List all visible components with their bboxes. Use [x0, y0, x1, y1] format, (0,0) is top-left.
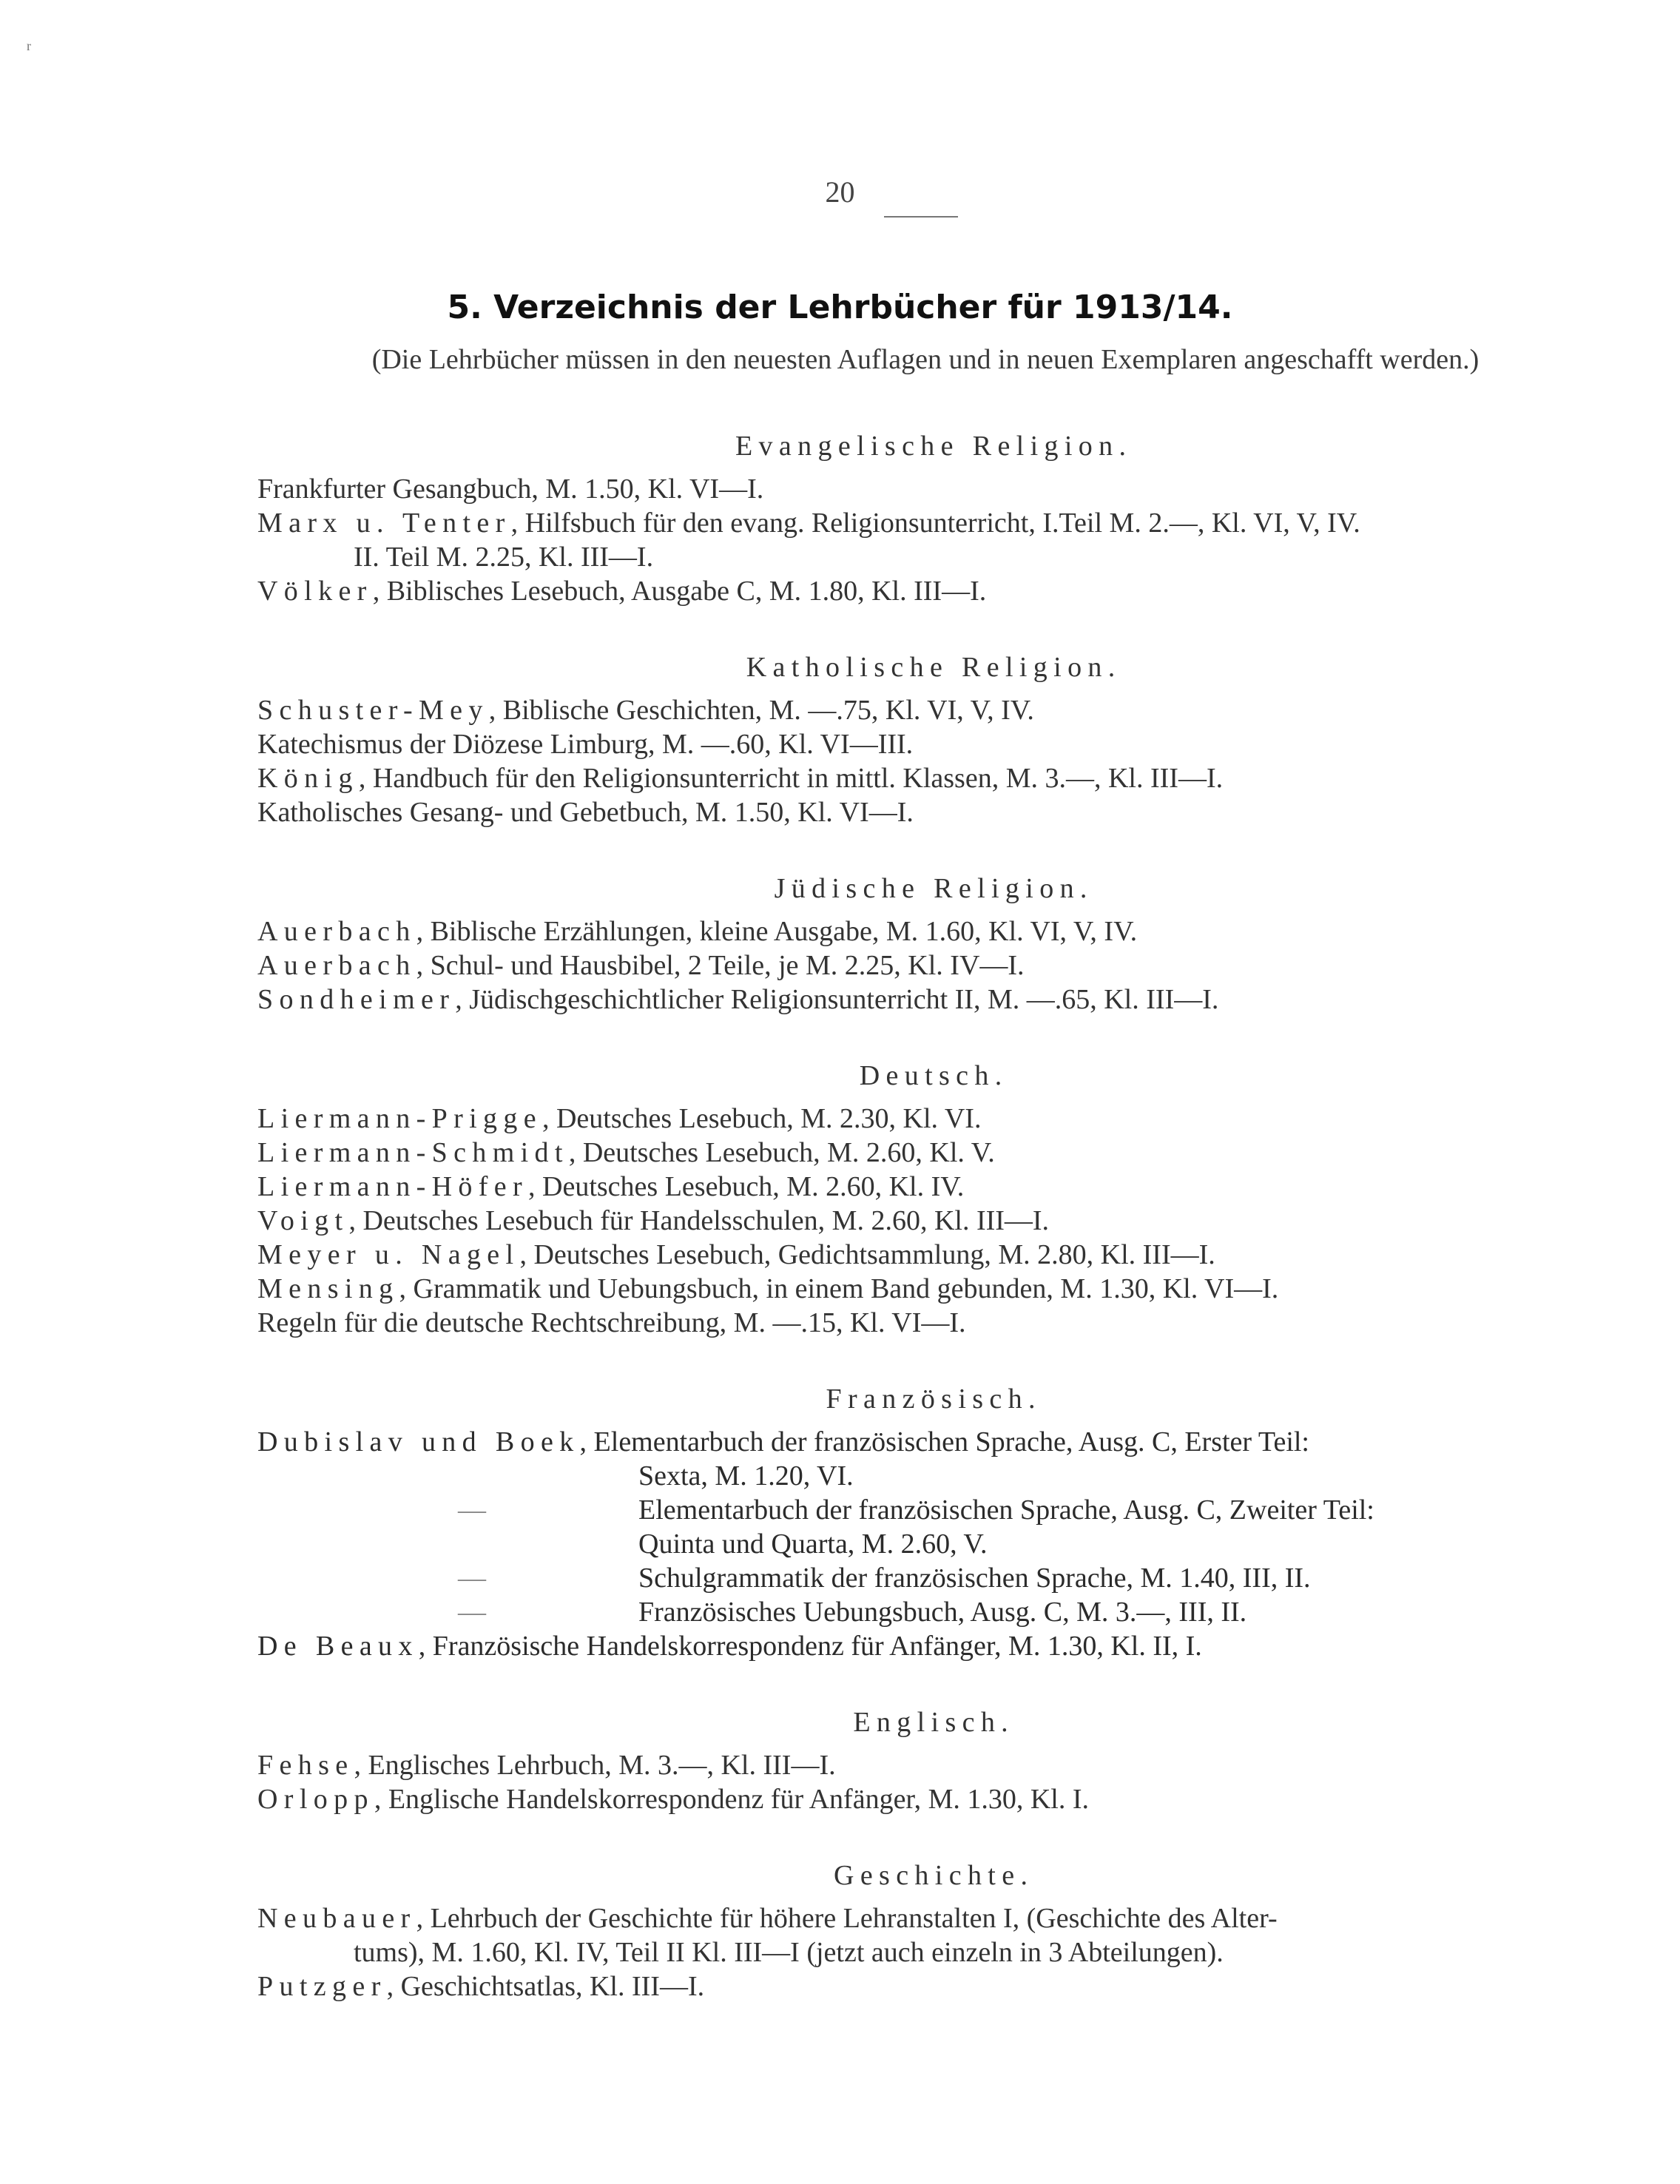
book-entry-ditto: [257, 1493, 1604, 1527]
book-entry-ditto: [257, 1561, 1604, 1595]
entry-text: , Biblisches Lesebuch, Ausgabe C, M. 1.80, Kl. III—I.: [372, 576, 987, 607]
section-heading: Französisch.: [826, 1383, 1042, 1415]
entry-text: , Handbuch für den Religionsunterricht in mittl. Klassen, M. 3.—, Kl. III—I.: [358, 763, 1224, 794]
section-heading: Evangelische Religion.: [735, 431, 1133, 462]
entry-text: Katechismus der Diözese Limburg, M. —.60, Kl. VI—III.: [257, 729, 914, 760]
entry-text: , Geschichtsatlas, Kl. III—I.: [386, 1971, 705, 2002]
entry-text: Französisches Uebungsbuch, Ausg. C, M. 3.—, III, II.: [638, 1597, 1247, 1628]
section-englisch: [257, 1705, 1604, 1816]
entry-text: , Französische Handelskorrespondenz für Anfänger, M. 1.30, Kl. II, I.: [418, 1631, 1202, 1662]
entry-text: , Schul- und Hausbibel, 2 Teile, je M. 2.25, Kl. IV—I.: [416, 950, 1025, 981]
book-entry: [257, 948, 1604, 983]
entry-text: , Deutsches Lesebuch, M. 2.60, Kl. V.: [568, 1137, 995, 1168]
book-entry: [257, 1782, 1604, 1816]
entry-author: Neubauer: [257, 1903, 416, 1934]
section-geschichte: [257, 1858, 1604, 2003]
book-entry: [257, 1901, 1604, 1935]
entry-author: Meyer u. Nagel: [257, 1239, 520, 1270]
book-entry: [257, 1204, 1604, 1238]
entry-text: Katholisches Gesang- und Gebetbuch, M. 1.50, Kl. VI—I.: [257, 797, 914, 828]
page-number-underline: [884, 216, 958, 218]
entry-text: Schulgrammatik der französischen Sprache, M. 1.40, III, II.: [638, 1563, 1311, 1594]
section-franzoesisch: [257, 1382, 1604, 1663]
entry-text: , Jüdischgeschichtlicher Religionsunterricht II, M. —.65, Kl. III—I.: [455, 984, 1219, 1015]
entry-author: Schuster-Mey: [257, 695, 489, 726]
book-entry: [257, 1272, 1604, 1306]
book-entry: [257, 795, 1604, 829]
section-heading: Deutsch.: [859, 1060, 1008, 1091]
entry-author: Voigt: [257, 1205, 349, 1236]
corner-mark: r: [27, 38, 31, 53]
entry-text: , Hilfsbuch für den evang. Religionsunterricht, I.Teil M. 2.—, Kl. VI, V, IV.: [510, 508, 1360, 539]
entry-text: tums), M. 1.60, Kl. IV, Teil II Kl. III—I (jetzt auch einzeln in 3 Abteilungen).: [354, 1937, 1224, 1968]
page-number: 20: [825, 175, 855, 209]
book-entry: [257, 693, 1604, 727]
book-entry-continuation: [257, 540, 1604, 574]
entry-text: , Lehrbuch der Geschichte für höhere Lehranstalten I, (Geschichte des Alter-: [416, 1903, 1278, 1934]
book-entry: [257, 1170, 1604, 1204]
book-entry: [257, 983, 1604, 1017]
book-entry: [257, 1969, 1604, 2003]
entry-text: Sexta, M. 1.20, VI.: [638, 1460, 854, 1492]
book-entry: [257, 574, 1604, 608]
entry-text: , Biblische Geschichten, M. —.75, Kl. VI, V, IV.: [488, 695, 1034, 726]
entry-author: Marx u. Tenter: [257, 508, 511, 539]
entry-author: Sondheimer: [257, 984, 456, 1015]
entry-text: II. Teil M. 2.25, Kl. III—I.: [354, 542, 654, 573]
section-heading: Jüdische Religion.: [774, 873, 1093, 904]
entry-author: König: [257, 763, 359, 794]
book-entry: [257, 472, 1604, 506]
book-entry-continuation: [257, 1935, 1604, 1969]
book-entry: [257, 506, 1604, 540]
book-entry: [257, 727, 1604, 761]
entry-author: Putzger: [257, 1971, 387, 2002]
book-entry: [257, 1629, 1604, 1663]
entry-author: Orlopp: [257, 1784, 374, 1815]
section-evangelische-religion: [257, 429, 1604, 608]
entry-text: , Englisches Lehrbuch, M. 3.—, Kl. III—I.: [354, 1750, 836, 1781]
book-entry: [257, 1136, 1604, 1170]
book-entry: [257, 1238, 1604, 1272]
entry-text: , Grammatik und Uebungsbuch, in einem Band gebunden, M. 1.30, Kl. VI—I.: [399, 1273, 1279, 1304]
entry-author: Auerbach: [257, 916, 416, 947]
book-entry: [257, 1748, 1604, 1782]
entry-text: , Deutsches Lesebuch, M. 2.30, Kl. VI.: [542, 1103, 982, 1134]
section-juedische-religion: [257, 872, 1604, 1017]
entry-text: Frankfurter Gesangbuch, M. 1.50, Kl. VI—I.: [257, 473, 764, 505]
section-heading: Katholische Religion.: [746, 652, 1121, 683]
ditto-mark: —: [458, 1597, 486, 1628]
entry-author: Völker: [257, 576, 373, 607]
entry-text: Regeln für die deutsche Rechtschreibung, M. —.15, Kl. VI—I.: [257, 1307, 966, 1338]
section-katholische-religion: [257, 650, 1604, 829]
entry-text: , Deutsches Lesebuch, M. 2.60, Kl. IV.: [528, 1171, 965, 1202]
entry-text: , Englische Handelskorrespondenz für Anfänger, M. 1.30, Kl. I.: [374, 1784, 1090, 1815]
book-entry: [257, 1306, 1604, 1340]
entry-text: , Biblische Erzählungen, kleine Ausgabe, M. 1.60, Kl. VI, V, IV.: [416, 916, 1138, 947]
entry-author: Auerbach: [257, 950, 416, 981]
ditto-mark: —: [458, 1494, 486, 1526]
section-heading: Englisch.: [853, 1707, 1015, 1738]
ditto-mark: —: [458, 1563, 486, 1594]
entry-author: Dubislav und Boek: [257, 1426, 580, 1457]
book-entry-continuation: [257, 1527, 1604, 1561]
section-deutsch: [257, 1059, 1604, 1340]
book-entry: [257, 914, 1604, 948]
entry-author: Liermann-Schmidt: [257, 1137, 569, 1168]
book-entry-continuation: [257, 1459, 1604, 1493]
book-entry: [257, 761, 1604, 795]
entry-author: De Beaux: [257, 1631, 419, 1662]
entry-text: Quinta und Quarta, M. 2.60, V.: [638, 1529, 988, 1560]
intro-note: (Die Lehrbücher müssen in den neuesten Auflagen und in neuen Exemplaren angeschafft werden.): [371, 344, 1480, 375]
entry-author: Liermann-Prigge: [257, 1103, 542, 1134]
page-title: 5. Verzeichnis der Lehrbücher für 1913/14.: [447, 289, 1233, 326]
section-heading: Geschichte.: [834, 1860, 1034, 1891]
entry-author: Mensing: [257, 1273, 399, 1304]
entry-text: , Deutsches Lesebuch für Handelsschulen, M. 2.60, Kl. III—I.: [348, 1205, 1050, 1236]
entry-text: , Deutsches Lesebuch, Gedichtsammlung, M. 2.80, Kl. III—I.: [519, 1239, 1215, 1270]
entry-author: Liermann-Höfer: [257, 1171, 529, 1202]
entry-text: , Elementarbuch der französischen Sprache, Ausg. C, Erster Teil:: [579, 1426, 1309, 1457]
entry-author: Fehse: [257, 1750, 354, 1781]
entry-text: Elementarbuch der französischen Sprache, Ausg. C, Zweiter Teil:: [638, 1494, 1374, 1526]
book-entry: [257, 1102, 1604, 1136]
book-entry: [257, 1425, 1604, 1459]
book-entry-ditto: [257, 1595, 1604, 1629]
textbook-list: [257, 429, 1604, 2046]
